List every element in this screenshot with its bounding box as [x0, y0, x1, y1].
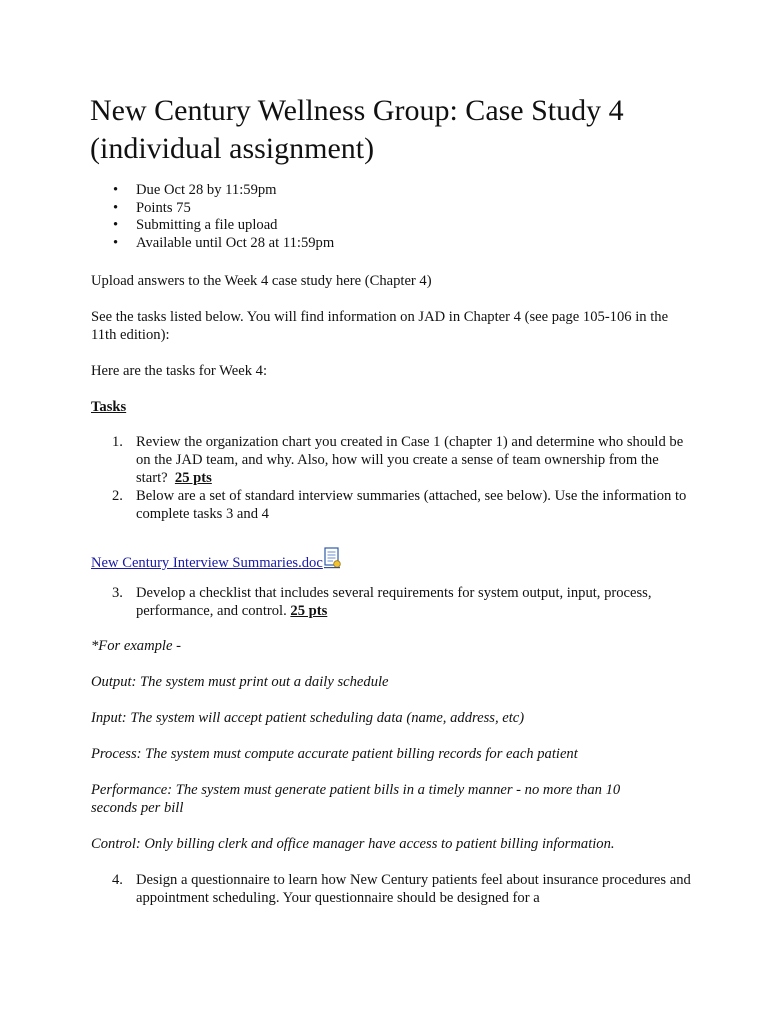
example-process: Process: The system must compute accurate patient billing records for each patient: [91, 746, 578, 762]
example-output: Output: The system must print out a daily schedule: [91, 674, 389, 690]
example-intro: *For example -: [91, 638, 181, 654]
points-item: • Points 75: [91, 200, 334, 218]
example-performance: Performance: The system must generate patient bills in a timely manner - no more than 10 seconds per bill: [91, 782, 621, 816]
task-item-4: [91, 871, 691, 907]
attachment-row: [91, 547, 691, 574]
task-points: 25 pts: [174, 470, 212, 486]
tasks-heading: Tasks: [91, 399, 127, 415]
task-number: 2.: [112, 488, 123, 504]
task-item-1: [91, 433, 691, 487]
see-tasks-paragraph: See the tasks listed below. You will find information on JAD in Chapter 4 (see page 105-106 in the 11th edition):: [91, 309, 669, 343]
task-number: 1.: [112, 434, 123, 450]
task-text: Develop a checklist that includes several requirements for system output, input, process, performance, and control.: [136, 585, 652, 619]
task-number: 4.: [112, 872, 123, 888]
assignment-details-list: [91, 182, 334, 252]
task-item-2: [91, 487, 691, 523]
task-text: Design a questionnaire to learn how New Century patients feel about insurance procedures and appointment scheduling. Your questionnaire should be designed for a: [136, 872, 691, 906]
due-date-item: • Due Oct 28 by 11:59pm: [91, 182, 334, 200]
example-input: Input: The system will accept patient scheduling data (name, address, etc): [91, 710, 525, 726]
example-control: Control: Only billing clerk and office manager have access to patient billing information.: [91, 836, 615, 852]
task-text: Review the organization chart you created in Case 1 (chapter 1) and determine who should be on the JAD team, and why. Also, how will you create a sense of team ownership from the start?: [136, 434, 684, 486]
document-icon[interactable]: [324, 547, 342, 574]
upload-instructions: Upload answers to the Week 4 case study here (Chapter 4): [91, 273, 432, 289]
availability-item: • Available until Oct 28 at 11:59pm: [91, 235, 334, 253]
task-text: Below are a set of standard interview summaries (attached, see below). Use the information to complete tasks 3 and 4: [136, 488, 687, 522]
task-item-3: [91, 584, 691, 620]
task-number: 3.: [112, 585, 123, 601]
attachment-link[interactable]: New Century Interview Summaries.doc: [91, 555, 323, 571]
submission-type-item: • Submitting a file upload: [91, 217, 334, 235]
task-points: 25 pts: [290, 603, 328, 619]
week-tasks-intro: Here are the tasks for Week 4:: [91, 363, 268, 379]
page-title: New Century Wellness Group: Case Study 4 (individual assignment): [90, 94, 624, 165]
